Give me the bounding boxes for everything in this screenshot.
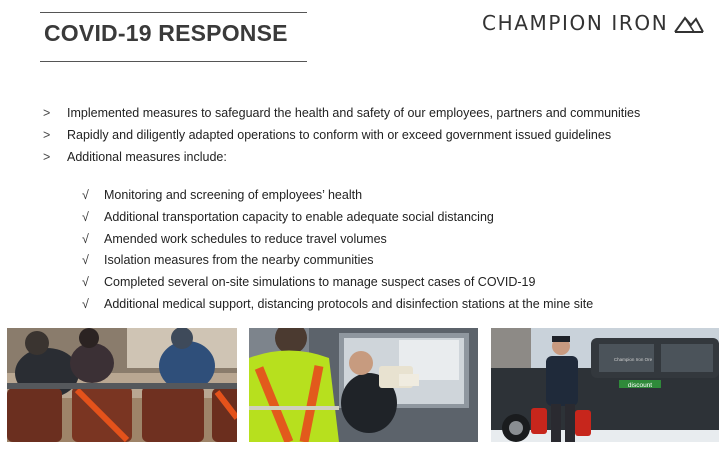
- sub-bullet-text: Additional medical support, distancing protocols and disinfection stations at the mine site: [104, 296, 594, 311]
- page-title: COVID-19 RESPONSE: [44, 20, 288, 46]
- logo-text: CHAMPION IRON: [482, 11, 669, 35]
- truck-door-text: Champion Iron Ore: [613, 357, 653, 362]
- sub-bullet-item: [82, 273, 593, 291]
- bullet-item: [43, 104, 693, 122]
- bullet-text: Implemented measures to safeguard the health and safety of our employees, partners and communities: [67, 106, 641, 120]
- bullet-marker: >: [43, 150, 51, 164]
- sub-bullet-item: [82, 251, 593, 269]
- bullet-marker: >: [43, 106, 51, 120]
- checkmark-icon: √: [82, 209, 89, 224]
- sub-bullet-text: Monitoring and screening of employees’ health: [104, 188, 363, 202]
- sub-bullet-list: [82, 186, 593, 317]
- sub-bullet-item: [82, 230, 593, 248]
- photo-truck-delivery: [491, 328, 719, 442]
- checkmark-icon: √: [82, 275, 89, 290]
- sub-bullet-text: Completed several on-site simulations to manage suspect cases of COVID-19: [104, 275, 536, 290]
- bullet-item: [43, 126, 693, 144]
- title-rule-top: [40, 12, 307, 13]
- bullet-marker: >: [43, 128, 51, 142]
- checkmark-icon: √: [82, 231, 89, 246]
- bullet-text: Additional measures include:: [67, 150, 227, 164]
- sub-bullet-item: [82, 186, 593, 204]
- sub-bullet-item: [82, 295, 593, 313]
- checkmark-icon: √: [82, 188, 89, 202]
- sub-bullet-text: Additional transportation capacity to enable adequate social distancing: [104, 209, 494, 224]
- mountain-logo-icon: [674, 13, 704, 33]
- sub-bullet-text: Isolation measures from the nearby communities: [104, 253, 374, 268]
- title-rule-bottom: [40, 61, 307, 62]
- bullet-text: Rapidly and diligently adapted operations to conform with or exceed government issued guidelines: [67, 128, 612, 142]
- sub-bullet-text: Amended work schedules to reduce travel volumes: [104, 231, 387, 246]
- photo-vehicle-screening: [249, 328, 478, 442]
- bullet-list: [43, 104, 693, 170]
- sub-bullet-item: [82, 208, 593, 226]
- company-logo: [482, 11, 704, 35]
- bullet-item: [43, 148, 693, 166]
- checkmark-icon: √: [82, 253, 89, 268]
- checkmark-icon: √: [82, 296, 89, 311]
- photo-waiting-room: [7, 328, 237, 442]
- truck-sign-text: discount: [627, 382, 653, 389]
